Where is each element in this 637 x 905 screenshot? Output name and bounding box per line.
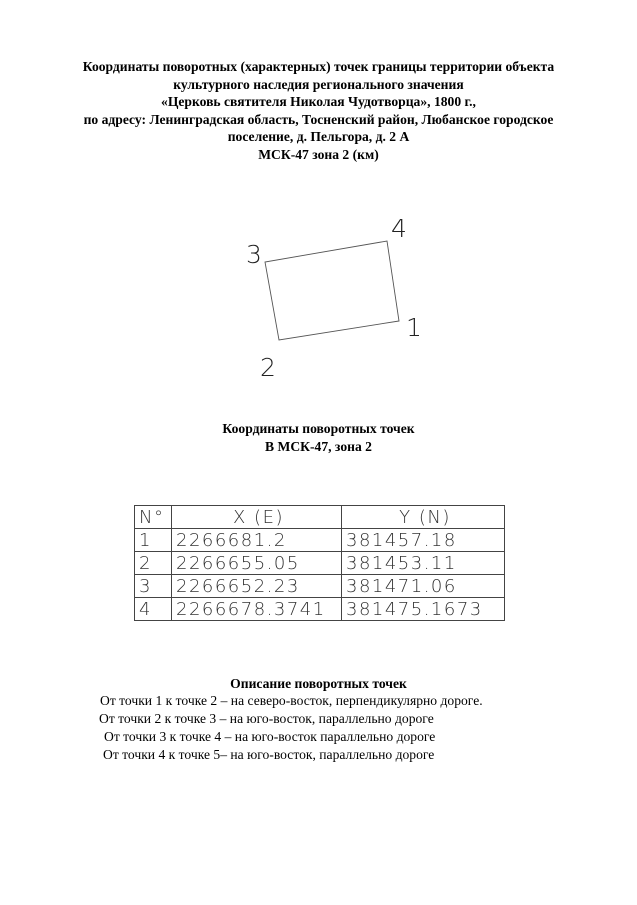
description-line-2: От точки 2 к точке 3 – на юго-восток, параллельно дороге [99, 711, 434, 726]
coords-title [0, 420, 637, 456]
cell-x: 2266655.05 [172, 552, 342, 575]
header-y: Y (N) [342, 506, 505, 529]
table-header-row [135, 506, 505, 529]
table-row [135, 598, 505, 621]
cell-y: 381457.18 [342, 529, 505, 552]
description-line-1: От точки 1 к точке 2 – на северо-восток, перпендикулярно дороге. [100, 693, 483, 708]
description-line-4: От точки 4 к точке 5– на юго-восток, параллельно дороге [103, 747, 435, 762]
table-row [135, 529, 505, 552]
title-line-3: «Церковь святителя Николая Чудотворца», 1800 г., [161, 94, 476, 110]
cell-number: 3 [135, 575, 172, 598]
title-line-4: по адресу: Ленинградская область, Тосненский район, Любанское городское [83, 111, 554, 127]
cell-y: 381471.06 [342, 575, 505, 598]
cell-x: 2266652.23 [172, 575, 342, 598]
point-label-3: 3 [246, 240, 262, 269]
description-title: Описание поворотных точек [230, 676, 407, 691]
table-row [135, 552, 505, 575]
cell-number: 4 [135, 598, 172, 621]
cell-number: 2 [135, 552, 172, 575]
coords-title-line-2: В МСК-47, зона 2 [265, 439, 372, 454]
boundary-polygon [265, 241, 399, 340]
coords-title-line-1: Координаты поворотных точек [222, 421, 415, 436]
point-label-4: 4 [391, 214, 407, 243]
cell-y: 381453.11 [342, 552, 505, 575]
cell-y: 381475.1673 [342, 598, 505, 621]
cell-number: 1 [135, 529, 172, 552]
document-title [0, 58, 637, 164]
boundary-plan [240, 205, 420, 385]
title-line-1: Координаты поворотных (характерных) точек границы территории объекта [82, 59, 555, 74]
point-label-1: 1 [406, 313, 422, 342]
description-line-3: От точки 3 к точке 4 – на юго-восток параллельно дороге [104, 729, 436, 744]
title-line-6: МСК-47 зона 2 (км) [258, 146, 379, 162]
header-number: N° [135, 506, 172, 529]
points-description [0, 675, 637, 762]
title-line-2: культурного наследия регионального значения [173, 76, 464, 92]
coordinates-table [134, 505, 505, 621]
point-label-2: 2 [260, 353, 276, 382]
header-x: X (E) [172, 506, 342, 529]
title-line-5: поселение, д. Пельгора, д. 2 А [227, 129, 410, 145]
cell-x: 2266678.3741 [172, 598, 342, 621]
table-row [135, 575, 505, 598]
cell-x: 2266681.2 [172, 529, 342, 552]
